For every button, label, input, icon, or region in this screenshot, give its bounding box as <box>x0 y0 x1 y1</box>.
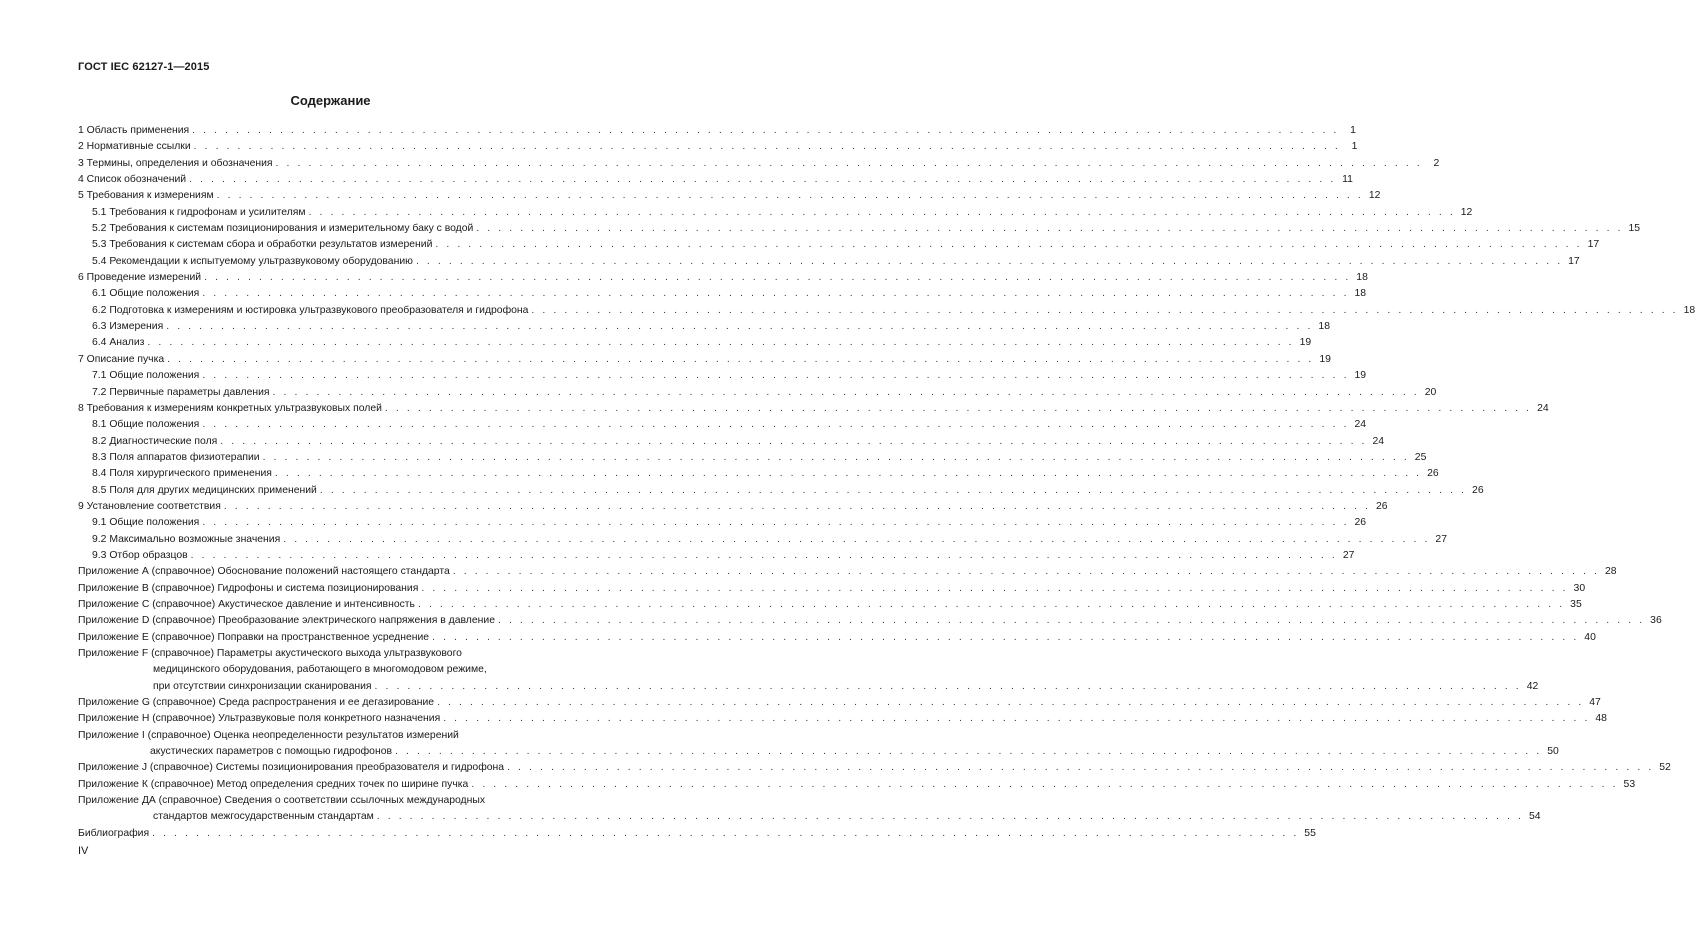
toc-entry-page: 19 <box>1319 353 1331 365</box>
toc-entry-title: 9 Установление соответствия <box>78 500 221 512</box>
toc-entry-page: 24 <box>1354 419 1367 431</box>
toc-entry-title: 6 Проведение измерений <box>78 272 202 284</box>
toc-entry[interactable] <box>78 795 614 811</box>
toc-entry[interactable] <box>78 255 1580 272</box>
toc-entry[interactable] <box>78 141 1358 157</box>
toc-entry-title: медицинского оборудования, работающего в многомодовом режиме, <box>153 664 487 676</box>
toc-entry-title: 9.2 Максимально возможные значения <box>92 533 281 545</box>
toc-entry[interactable] <box>78 533 1447 550</box>
toc-leader-dots: . . . . . . . . . . . . . . . . . . . . . . . . . . . . . . . . . . . . . . . . . . . . . . . . . . . . . . . . . . . . . . . . . . . . . . . . . . . . . . . . . . . . . . . . . . . . . . . . . . . . . . . . . <box>417 598 1565 610</box>
toc-entry-title: Приложение В (справочное) Гидрофоны и система позиционирования <box>78 582 419 594</box>
page-number: IV <box>78 845 89 857</box>
toc-entry-page: 25 <box>1414 451 1427 463</box>
toc-entry-page: 55 <box>1304 827 1316 839</box>
toc-entry[interactable] <box>78 206 1473 223</box>
toc-entry-page: 30 <box>1573 582 1586 594</box>
toc-entry-title: 3 Термины, определения и обозначения <box>78 157 273 169</box>
toc-entry[interactable] <box>78 304 1695 321</box>
toc-leader-dots: . . . . . . . . . . . . . . . . . . . . . . . . . . . . . . . . . . . . . . . . . . . . . . . . . . . . . . . . . . . . . . . . . . . . . . . . . . . . . . . . . . . . . . . . . . . . . . . . . . . . . . . . . <box>202 419 1350 431</box>
toc-entry-title: Приложение J (справочное) Системы позиционирования преобразователя и гидрофона <box>78 762 505 774</box>
toc-leader-dots: . . . . . . . . . . . . . . . . . . . . . . . . . . . . . . . . . . . . . . . . . . . . . . . . . . . . . . . . . . . . . . . . . . . . . . . . . . . . . . . . . . . . . . . . . . . . . . . . . . . . . . . . . <box>202 517 1350 529</box>
toc-entry-page: 18 <box>1354 288 1367 300</box>
toc-entry-page: 27 <box>1342 549 1355 561</box>
toc-entry[interactable] <box>78 190 1381 206</box>
toc-leader-dots: . . . . . . . . . . . . . . . . . . . . . . . . . . . . . . . . . . . . . . . . . . . . . . . . . . . . . . . . . . . . . . . . . . . . . . . . . . . . . . . . . . . . . . . . . . . . . . . . . . . . . . . . . <box>476 223 1624 235</box>
toc-entry-page: 20 <box>1424 386 1437 398</box>
toc-leader-dots: . . . . . . . . . . . . . . . . . . . . . . . . . . . . . . . . . . . . . . . . . . . . . . . . . . . . . . . . . . . . . . . . . . . . . . . . . . . . . . . . . . . . . . . . . . . . . . . . . . . . . . . . . <box>167 353 1314 365</box>
toc-entry[interactable] <box>78 648 614 664</box>
toc-entry-page: 28 <box>1604 566 1617 578</box>
toc-entry[interactable] <box>78 811 1541 827</box>
toc-leader-dots: . . . . . . . . . . . . . . . . . . . . . . . . . . . . . . . . . . . . . . . . . . . . . . . . . . . . . . . . . . . . . . . . . . . . . . . . . . . . . . . . . . . . . . . . . . . . . . . . . . . . . . . . . <box>283 533 1430 545</box>
toc-entry-page: 17 <box>1587 239 1600 251</box>
toc-entry-page: 35 <box>1570 598 1582 610</box>
toc-entry-title: 6.2 Подготовка к измерениям и юстировка ультразвукового преобразователя и гидрофона <box>92 304 529 316</box>
toc-entry-title: 5.2 Требования к системам позиционирования и измерительному баку с водой <box>92 223 474 235</box>
toc-entry[interactable] <box>78 713 1607 729</box>
toc-leader-dots: . . . . . . . . . . . . . . . . . . . . . . . . . . . . . . . . . . . . . . . . . . . . . . . . . . . . . . . . . . . . . . . . . . . . . . . . . . . . . . . . . . . . . . . . . . . . . . . . . . . . . . . . . <box>437 697 1584 709</box>
toc-entry[interactable] <box>78 827 1316 844</box>
toc-entry-title: Библиография <box>78 827 150 839</box>
toc-entry[interactable] <box>78 174 1353 190</box>
toc-entry[interactable] <box>78 697 1601 713</box>
toc-entry[interactable] <box>78 435 1385 452</box>
toc-entry[interactable] <box>78 321 1330 337</box>
toc-entry-page: 24 <box>1372 435 1385 447</box>
toc-leader-dots: . . . . . . . . . . . . . . . . . . . . . . . . . . . . . . . . . . . . . . . . . . . . . . . . . . . . . . . . . . . . . . . . . . . . . . . . . . . . . . . . . . . . . . . . . . . . . . . . . . . . . . . . . <box>190 549 1338 561</box>
toc-entry[interactable] <box>78 517 1367 533</box>
toc-leader-dots: . . . . . . . . . . . . . . . . . . . . . . . . . . . . . . . . . . . . . . . . . . . . . . . . . . . . . . . . . . . . . . . . . . . . . . . . . . . . . . . . . . . . . . . . . . . . . . . . . . . . . . . . . <box>443 713 1590 725</box>
toc-entry[interactable] <box>78 631 1596 648</box>
toc-entry-title: Приложение D (справочное) Преобразование электрического напряжения в давление <box>78 615 495 627</box>
toc-entry[interactable] <box>78 762 1671 778</box>
toc-entry-page: 11 <box>1342 174 1353 186</box>
toc-entry[interactable] <box>78 157 1440 174</box>
toc-entry[interactable] <box>78 353 1331 370</box>
toc-entry-page: 52 <box>1659 762 1671 774</box>
toc-entry-title: 6.1 Общие положения <box>92 288 200 300</box>
toc-leader-dots: . . . . . . . . . . . . . . . . . . . . . . . . . . . . . . . . . . . . . . . . . . . . . . . . . . . . . . . . . . . . . . . . . . . . . . . . . . . . . . . . . . . . . . . . . . . . . . . . . . . . . . . . . <box>223 500 1371 512</box>
toc-leader-dots: . . . . . . . . . . . . . . . . . . . . . . . . . . . . . . . . . . . . . . . . . . . . . . . . . . . . . . . . . . . . . . . . . . . . . . . . . . . . . . . . . . . . . . . . . . . . . . . . . . . . . . . . . <box>202 288 1350 300</box>
toc-entry-page: 18 <box>1683 304 1695 316</box>
toc-entry-page: 50 <box>1547 746 1559 758</box>
toc-entry-title: 8 Требования к измерениям конкретных ультразвуковых полей <box>78 402 382 414</box>
toc-entry[interactable] <box>78 680 1539 697</box>
toc-entry-title: 7.2 Первичные параметры давления <box>92 386 270 398</box>
toc-entry[interactable] <box>78 582 1586 599</box>
toc-entry-page: 47 <box>1589 697 1601 709</box>
toc-entry-title: 2 Нормативные ссылки <box>78 141 191 153</box>
toc-entry[interactable] <box>78 223 1641 239</box>
toc-entry-title: 8.5 Поля для других медицинских применений <box>92 484 317 496</box>
toc-leader-dots: . . . . . . . . . . . . . . . . . . . . . . . . . . . . . . . . . . . . . . . . . . . . . . . . . . . . . . . . . . . . . . . . . . . . . . . . . . . . . . . . . . . . . . . . . . . . . . . . . . . . . . . . . <box>384 402 1532 414</box>
toc-entry-title: Приложение F (справочное) Параметры акустического выхода ультразвукового <box>78 648 462 659</box>
toc-leader-dots: . . . . . . . . . . . . . . . . . . . . . . . . . . . . . . . . . . . . . . . . . . . . . . . . . . . . . . . . . . . . . . . . . . . . . . . . . . . . . . . . . . . . . . . . . . . . . . . . . . . . . . . . . <box>395 746 1542 758</box>
toc-entry-title: Приложение ДА (справочное) Сведения о соответствии ссылочных международных <box>78 795 486 807</box>
toc-entry-title: Приложение Н (справочное) Ультразвуковые поля конкретного назначения <box>78 713 441 725</box>
toc-entry-page: 26 <box>1376 500 1388 512</box>
toc-entry-title: Приложение I (справочное) Оценка неопределенности результатов измерений <box>78 729 459 741</box>
toc-leader-dots: . . . . . . . . . . . . . . . . . . . . . . . . . . . . . . . . . . . . . . . . . . . . . . . . . . . . . . . . . . . . . . . . . . . . . . . . . . . . . . . . . . . . . . . . . . . . . . . . . . . . . . . . . <box>192 125 1339 136</box>
toc-entry[interactable] <box>78 386 1437 403</box>
toc-entry-title: 6.3 Измерения <box>92 321 164 333</box>
toc-leader-dots: . . . . . . . . . . . . . . . . . . . . . . . . . . . . . . . . . . . . . . . . . . . . . . . . . . . . . . . . . . . . . . . . . . . . . . . . . . . . . . . . . . . . . . . . . . . . . . . . . . . . . . . . . <box>452 566 1600 578</box>
toc-entry-page: 18 <box>1318 321 1330 333</box>
toc-entry-title: 5.1 Требования к гидрофонам и усилителям <box>92 206 306 218</box>
toc-leader-dots: . . . . . . . . . . . . . . . . . . . . . . . . . . . . . . . . . . . . . . . . . . . . . . . . . . . . . . . . . . . . . . . . . . . . . . . . . . . . . . . . . . . . . . . . . . . . . . . . . . . . . . . . . <box>421 582 1569 594</box>
toc-entry[interactable] <box>78 746 1559 762</box>
toc-entry[interactable] <box>78 239 1600 255</box>
toc-entry[interactable] <box>78 402 1549 419</box>
toc-entry[interactable] <box>78 615 1662 631</box>
toc-leader-dots: . . . . . . . . . . . . . . . . . . . . . . . . . . . . . . . . . . . . . . . . . . . . . . . . . . . . . . . . . . . . . . . . . . . . . . . . . . . . . . . . . . . . . . . . . . . . . . . . . . . . . . . . . <box>507 762 1654 774</box>
toc-entry-title: при отсутствии синхронизации сканирования <box>153 680 372 692</box>
toc-entry-page: 17 <box>1568 255 1580 267</box>
toc-entry-title: акустических параметров с помощью гидрофонов <box>150 746 392 758</box>
toc-entry-title: 7.1 Общие положения <box>92 370 200 382</box>
document-code: ГОСТ IEC 62127-1—2015 <box>78 61 210 73</box>
toc-entry-page: 26 <box>1427 468 1439 480</box>
toc-entry-page: 27 <box>1435 533 1447 545</box>
toc-entry-title: 5 Требования к измерениям <box>78 190 214 202</box>
toc-entry-page: 54 <box>1528 811 1541 823</box>
toc-leader-dots: . . . . . . . . . . . . . . . . . . . . . . . . . . . . . . . . . . . . . . . . . . . . . . . . . . . . . . . . . . . . . . . . . . . . . . . . . . . . . . . . . . . . . . . . . . . . . . . . . . . . . . . . . <box>274 468 1422 480</box>
toc-entry-title: Приложение К (справочное) Метод определения средних точек по ширине пучка <box>78 778 469 790</box>
toc-entry[interactable] <box>78 370 1367 386</box>
toc-entry[interactable] <box>78 451 1427 468</box>
toc-entry-page: 12 <box>1368 190 1381 202</box>
toc-entry-title: 9.1 Общие положения <box>92 517 200 529</box>
toc-entry-title: Приложение G (справочное) Среда распространения и ее дегазирование <box>78 697 435 709</box>
toc-entry[interactable] <box>78 125 1356 141</box>
toc-entry[interactable] <box>78 778 1636 795</box>
toc-entry-title: Приложение А (справочное) Обоснование положений настоящего стандарта <box>78 566 450 578</box>
toc-leader-dots: . . . . . . . . . . . . . . . . . . . . . . . . . . . . . . . . . . . . . . . . . . . . . . . . . . . . . . . . . . . . . . . . . . . . . . . . . . . . . . . . . . . . . . . . . . . . . . . . . . . . . . . . . <box>193 141 1341 153</box>
toc-leader-dots: . . . . . . . . . . . . . . . . . . . . . . . . . . . . . . . . . . . . . . . . . . . . . . . . . . . . . . . . . . . . . . . . . . . . . . . . . . . . . . . . . . . . . . . . . . . . . . . . . . . . . . . . . <box>415 255 1563 267</box>
toc-leader-dots: . . . . . . . . . . . . . . . . . . . . . . . . . . . . . . . . . . . . . . . . . . . . . . . . . . . . . . . . . . . . . . . . . . . . . . . . . . . . . . . . . . . . . . . . . . . . . . . . . . . . . . . . . <box>216 190 1364 202</box>
toc-entry-page: 12 <box>1460 206 1473 218</box>
toc-entry-page: 2 <box>1433 157 1440 169</box>
toc-entry-title: 7 Описание пучка <box>78 353 165 365</box>
toc-entry-page: 26 <box>1472 484 1484 496</box>
toc-entry-page: 19 <box>1354 370 1367 382</box>
toc-leader-dots: . . . . . . . . . . . . . . . . . . . . . . . . . . . . . . . . . . . . . . . . . . . . . . . . . . . . . . . . . . . . . . . . . . . . . . . . . . . . . . . . . . . . . . . . . . . . . . . . . . . . . . . . . <box>166 321 1313 333</box>
toc-leader-dots: . . . . . . . . . . . . . . . . . . . . . . . . . . . . . . . . . . . . . . . . . . . . . . . . . . . . . . . . . . . . . . . . . . . . . . . . . . . . . . . . . . . . . . . . . . . . . . . . . . . . . . . . . <box>147 337 1295 349</box>
toc-entry-page: 18 <box>1356 272 1368 284</box>
toc-entry-page: 19 <box>1299 337 1312 349</box>
toc-leader-dots: . . . . . . . . . . . . . . . . . . . . . . . . . . . . . . . . . . . . . . . . . . . . . . . . . . . . . . . . . . . . . . . . . . . . . . . . . . . . . . . . . . . . . . . . . . . . . . . . . . . . . . . . . <box>531 304 1679 316</box>
toc-entry-title: 1 Область применения <box>78 125 190 136</box>
toc-entry[interactable] <box>78 468 1439 484</box>
toc-leader-dots: . . . . . . . . . . . . . . . . . . . . . . . . . . . . . . . . . . . . . . . . . . . . . . . . . . . . . . . . . . . . . . . . . . . . . . . . . . . . . . . . . . . . . . . . . . . . . . . . . . . . . . . . . <box>308 206 1456 218</box>
toc-entry-page: 1 <box>1351 141 1358 153</box>
toc-entry[interactable] <box>78 549 1355 566</box>
toc-entry[interactable] <box>78 337 1312 353</box>
toc-entry-title: 5.3 Требования к системам сбора и обработки результатов измерений <box>92 239 433 251</box>
toc-entry[interactable] <box>78 598 1582 615</box>
toc-leader-dots: . . . . . . . . . . . . . . . . . . . . . . . . . . . . . . . . . . . . . . . . . . . . . . . . . . . . . . . . . . . . . . . . . . . . . . . . . . . . . . . . . . . . . . . . . . . . . . . . . . . . . . . . . <box>376 811 1524 823</box>
toc-leader-dots: . . . . . . . . . . . . . . . . . . . . . . . . . . . . . . . . . . . . . . . . . . . . . . . . . . . . . . . . . . . . . . . . . . . . . . . . . . . . . . . . . . . . . . . . . . . . . . . . . . . . . . . . . <box>220 435 1368 447</box>
toc-entry[interactable] <box>78 664 614 680</box>
toc-leader-dots: . . . . . . . . . . . . . . . . . . . . . . . . . . . . . . . . . . . . . . . . . . . . . . . . . . . . . . . . . . . . . . . . . . . . . . . . . . . . . . . . . . . . . . . . . . . . . . . . . . . . . . . . . <box>275 157 1423 169</box>
toc-entry[interactable] <box>78 500 1388 517</box>
toc-leader-dots: . . . . . . . . . . . . . . . . . . . . . . . . . . . . . . . . . . . . . . . . . . . . . . . . . . . . . . . . . . . . . . . . . . . . . . . . . . . . . . . . . . . . . . . . . . . . . . . . . . . . . . . . . <box>202 370 1350 382</box>
toc-entry-title: стандартов межгосударственным стандартам <box>153 811 374 823</box>
toc-leader-dots: . . . . . . . . . . . . . . . . . . . . . . . . . . . . . . . . . . . . . . . . . . . . . . . . . . . . . . . . . . . . . . . . . . . . . . . . . . . . . . . . . . . . . . . . . . . . . . . . . . . . . . . . . <box>319 484 1467 496</box>
table-of-contents <box>78 125 1695 844</box>
toc-entry-title: 8.3 Поля аппаратов физиотерапии <box>92 451 260 463</box>
toc-entry[interactable] <box>78 730 614 746</box>
toc-entry-page: 24 <box>1537 402 1549 414</box>
toc-leader-dots: . . . . . . . . . . . . . . . . . . . . . . . . . . . . . . . . . . . . . . . . . . . . . . . . . . . . . . . . . . . . . . . . . . . . . . . . . . . . . . . . . . . . . . . . . . . . . . . . . . . . . . . . . <box>262 451 1410 463</box>
toc-entry-page: 53 <box>1623 778 1636 790</box>
toc-leader-dots: . . . . . . . . . . . . . . . . . . . . . . . . . . . . . . . . . . . . . . . . . . . . . . . . . . . . . . . . . . . . . . . . . . . . . . . . . . . . . . . . . . . . . . . . . . . . . . . . . . . . . . . . . <box>471 778 1619 790</box>
toc-leader-dots: . . . . . . . . . . . . . . . . . . . . . . . . . . . . . . . . . . . . . . . . . . . . . . . . . . . . . . . . . . . . . . . . . . . . . . . . . . . . . . . . . . . . . . . . . . . . . . . . . . . . . . . . . <box>497 615 1645 627</box>
toc-entry-title: 5.4 Рекомендации к испытуемому ультразвуковому оборудованию <box>92 255 413 267</box>
toc-entry-page: 15 <box>1628 223 1641 235</box>
toc-entry-page: 40 <box>1584 631 1596 643</box>
toc-entry-page: 42 <box>1526 680 1539 692</box>
toc-entry-title: 9.3 Отбор образцов <box>92 549 188 561</box>
toc-entry[interactable] <box>78 484 1484 501</box>
toc-leader-dots: . . . . . . . . . . . . . . . . . . . . . . . . . . . . . . . . . . . . . . . . . . . . . . . . . . . . . . . . . . . . . . . . . . . . . . . . . . . . . . . . . . . . . . . . . . . . . . . . . . . . . . . . . <box>152 827 1299 839</box>
toc-entry-page: 26 <box>1354 517 1367 529</box>
toc-entry[interactable] <box>78 272 1368 288</box>
toc-leader-dots: . . . . . . . . . . . . . . . . . . . . . . . . . . . . . . . . . . . . . . . . . . . . . . . . . . . . . . . . . . . . . . . . . . . . . . . . . . . . . . . . . . . . . . . . . . . . . . . . . . . . . . . . . <box>432 631 1579 643</box>
toc-entry-title: 8.4 Поля хирургического применения <box>92 468 272 480</box>
toc-entry-title: 6.4 Анализ <box>92 337 145 349</box>
toc-entry-page: 36 <box>1650 615 1662 627</box>
toc-entry-page: 48 <box>1595 713 1607 725</box>
toc-entry-title: 4 Список обозначений <box>78 174 187 186</box>
toc-leader-dots: . . . . . . . . . . . . . . . . . . . . . . . . . . . . . . . . . . . . . . . . . . . . . . . . . . . . . . . . . . . . . . . . . . . . . . . . . . . . . . . . . . . . . . . . . . . . . . . . . . . . . . . . . <box>374 680 1522 692</box>
toc-entry[interactable] <box>78 419 1367 435</box>
toc-entry-title: 8.2 Диагностические поля <box>92 435 218 447</box>
toc-entry[interactable] <box>78 288 1367 304</box>
toc-title: Содержание <box>290 93 371 108</box>
toc-leader-dots: . . . . . . . . . . . . . . . . . . . . . . . . . . . . . . . . . . . . . . . . . . . . . . . . . . . . . . . . . . . . . . . . . . . . . . . . . . . . . . . . . . . . . . . . . . . . . . . . . . . . . . . . . <box>204 272 1351 284</box>
toc-entry-page: 1 <box>1350 125 1356 136</box>
toc-leader-dots: . . . . . . . . . . . . . . . . . . . . . . . . . . . . . . . . . . . . . . . . . . . . . . . . . . . . . . . . . . . . . . . . . . . . . . . . . . . . . . . . . . . . . . . . . . . . . . . . . . . . . . . . . <box>189 174 1336 186</box>
toc-entry-title: Приложение С (справочное) Акустическое давление и интенсивность <box>78 598 415 610</box>
toc-entry-title: Приложение Е (справочное) Поправки на пространственное усреднение <box>78 631 430 643</box>
toc-leader-dots: . . . . . . . . . . . . . . . . . . . . . . . . . . . . . . . . . . . . . . . . . . . . . . . . . . . . . . . . . . . . . . . . . . . . . . . . . . . . . . . . . . . . . . . . . . . . . . . . . . . . . . . . . <box>272 386 1420 398</box>
toc-leader-dots: . . . . . . . . . . . . . . . . . . . . . . . . . . . . . . . . . . . . . . . . . . . . . . . . . . . . . . . . . . . . . . . . . . . . . . . . . . . . . . . . . . . . . . . . . . . . . . . . . . . . . . . . . <box>435 239 1583 251</box>
toc-entry[interactable] <box>78 566 1617 582</box>
toc-entry-title: 8.1 Общие положения <box>92 419 200 431</box>
